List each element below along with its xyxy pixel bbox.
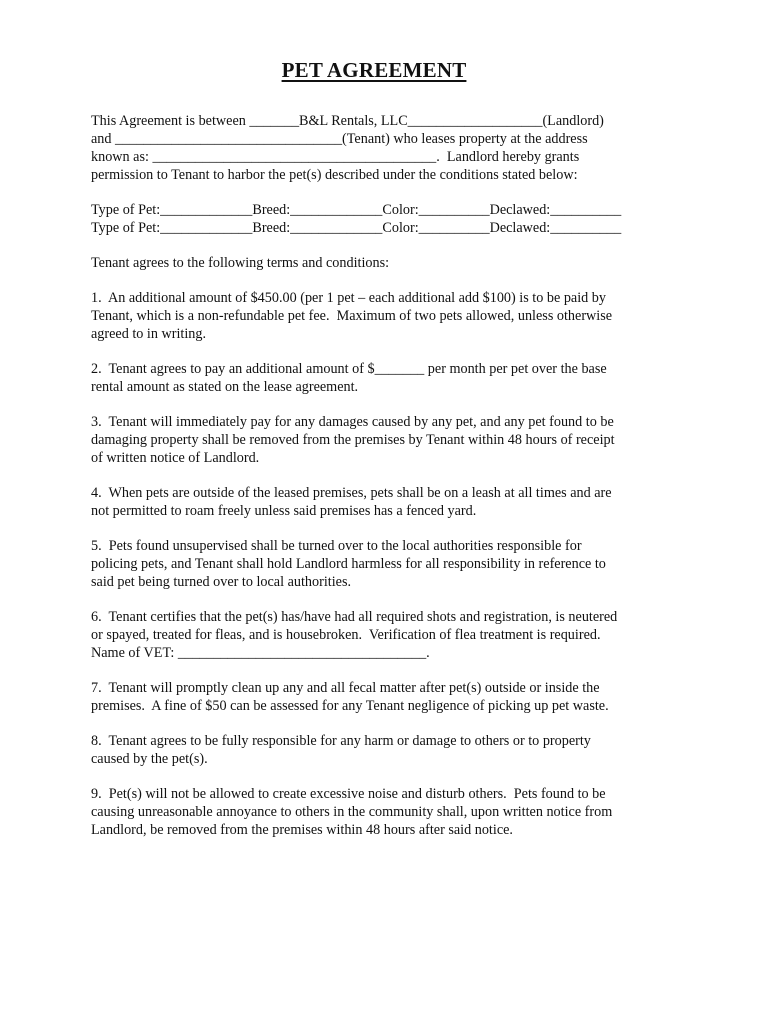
intro-paragraph [91,112,671,184]
pet-details-rows [91,201,671,237]
term-4 [91,484,671,520]
term-line: agreed to in writing. [91,326,207,342]
term-line: 8. Tenant agrees to be fully responsible for any harm or damage to others or to property [91,733,591,749]
document-title: PET AGREEMENT [281,58,467,82]
term-2 [91,360,671,396]
term-line: 9. Pet(s) will not be allowed to create excessive noise and disturb others. Pets found to be [91,786,606,802]
intro-line: This Agreement is between _______B&L Rentals, LLC___________________(Landlord) [91,113,604,129]
terms-intro [91,254,671,272]
terms-intro-line: Tenant agrees to the following terms and conditions: [91,255,390,271]
term-6 [91,608,671,662]
term-line: 3. Tenant will immediately pay for any damages caused by any pet, and any pet found to be [91,414,614,430]
term-line: Tenant, which is a non-refundable pet fee. Maximum of two pets allowed, unless otherwise [91,308,613,324]
term-line: premises. A fine of $50 can be assessed for any Tenant negligence of picking up pet waste. [91,698,609,714]
term-9 [91,785,671,839]
term-7 [91,679,671,715]
term-line: 4. When pets are outside of the leased premises, pets shall be on a leash at all times and are [91,485,612,501]
term-line: policing pets, and Tenant shall hold Landlord harmless for all responsibility in reference to [91,556,606,572]
pet-row: Type of Pet:_____________Breed:_____________Color:__________Declawed:__________ [91,202,622,218]
term-8 [91,732,671,768]
term-line: 5. Pets found unsupervised shall be turned over to the local authorities responsible for [91,538,582,554]
term-line: Landlord, be removed from the premises within 48 hours after said notice. [91,822,513,838]
term-line: 1. An additional amount of $450.00 (per 1 pet – each additional add $100) is to be paid by [91,290,606,306]
intro-line: and ________________________________(Tenant) who leases property at the address [91,131,588,147]
pet-row: Type of Pet:_____________Breed:_____________Color:__________Declawed:__________ [91,220,622,236]
term-line: not permitted to roam freely unless said premises has a fenced yard. [91,503,477,519]
term-line: 7. Tenant will promptly clean up any and all fecal matter after pet(s) outside or inside the [91,680,600,696]
term-line: said pet being turned over to local authorities. [91,574,352,590]
term-line: or spayed, treated for fleas, and is housebroken. Verification of flea treatment is required. [91,627,601,643]
term-line: caused by the pet(s). [91,751,208,767]
term-line: damaging property shall be removed from the premises by Tenant within 48 hours of receipt [91,432,615,448]
term-line: rental amount as stated on the lease agreement. [91,379,359,395]
term-1 [91,289,671,343]
term-line: Name of VET: ___________________________________. [91,645,430,661]
intro-line: known as: ________________________________________. Landlord hereby grants [91,149,580,165]
intro-line: permission to Tenant to harbor the pet(s) described under the conditions stated below: [91,167,578,183]
term-line: 2. Tenant agrees to pay an additional amount of $_______ per month per pet over the base [91,361,607,377]
term-3 [91,413,671,467]
term-line: 6. Tenant certifies that the pet(s) has/have had all required shots and registration, is neutered [91,609,618,625]
document-body [91,112,671,856]
term-line: causing unreasonable annoyance to others in the community shall, upon written notice from [91,804,613,820]
term-line: of written notice of Landlord. [91,450,260,466]
term-5 [91,537,671,591]
